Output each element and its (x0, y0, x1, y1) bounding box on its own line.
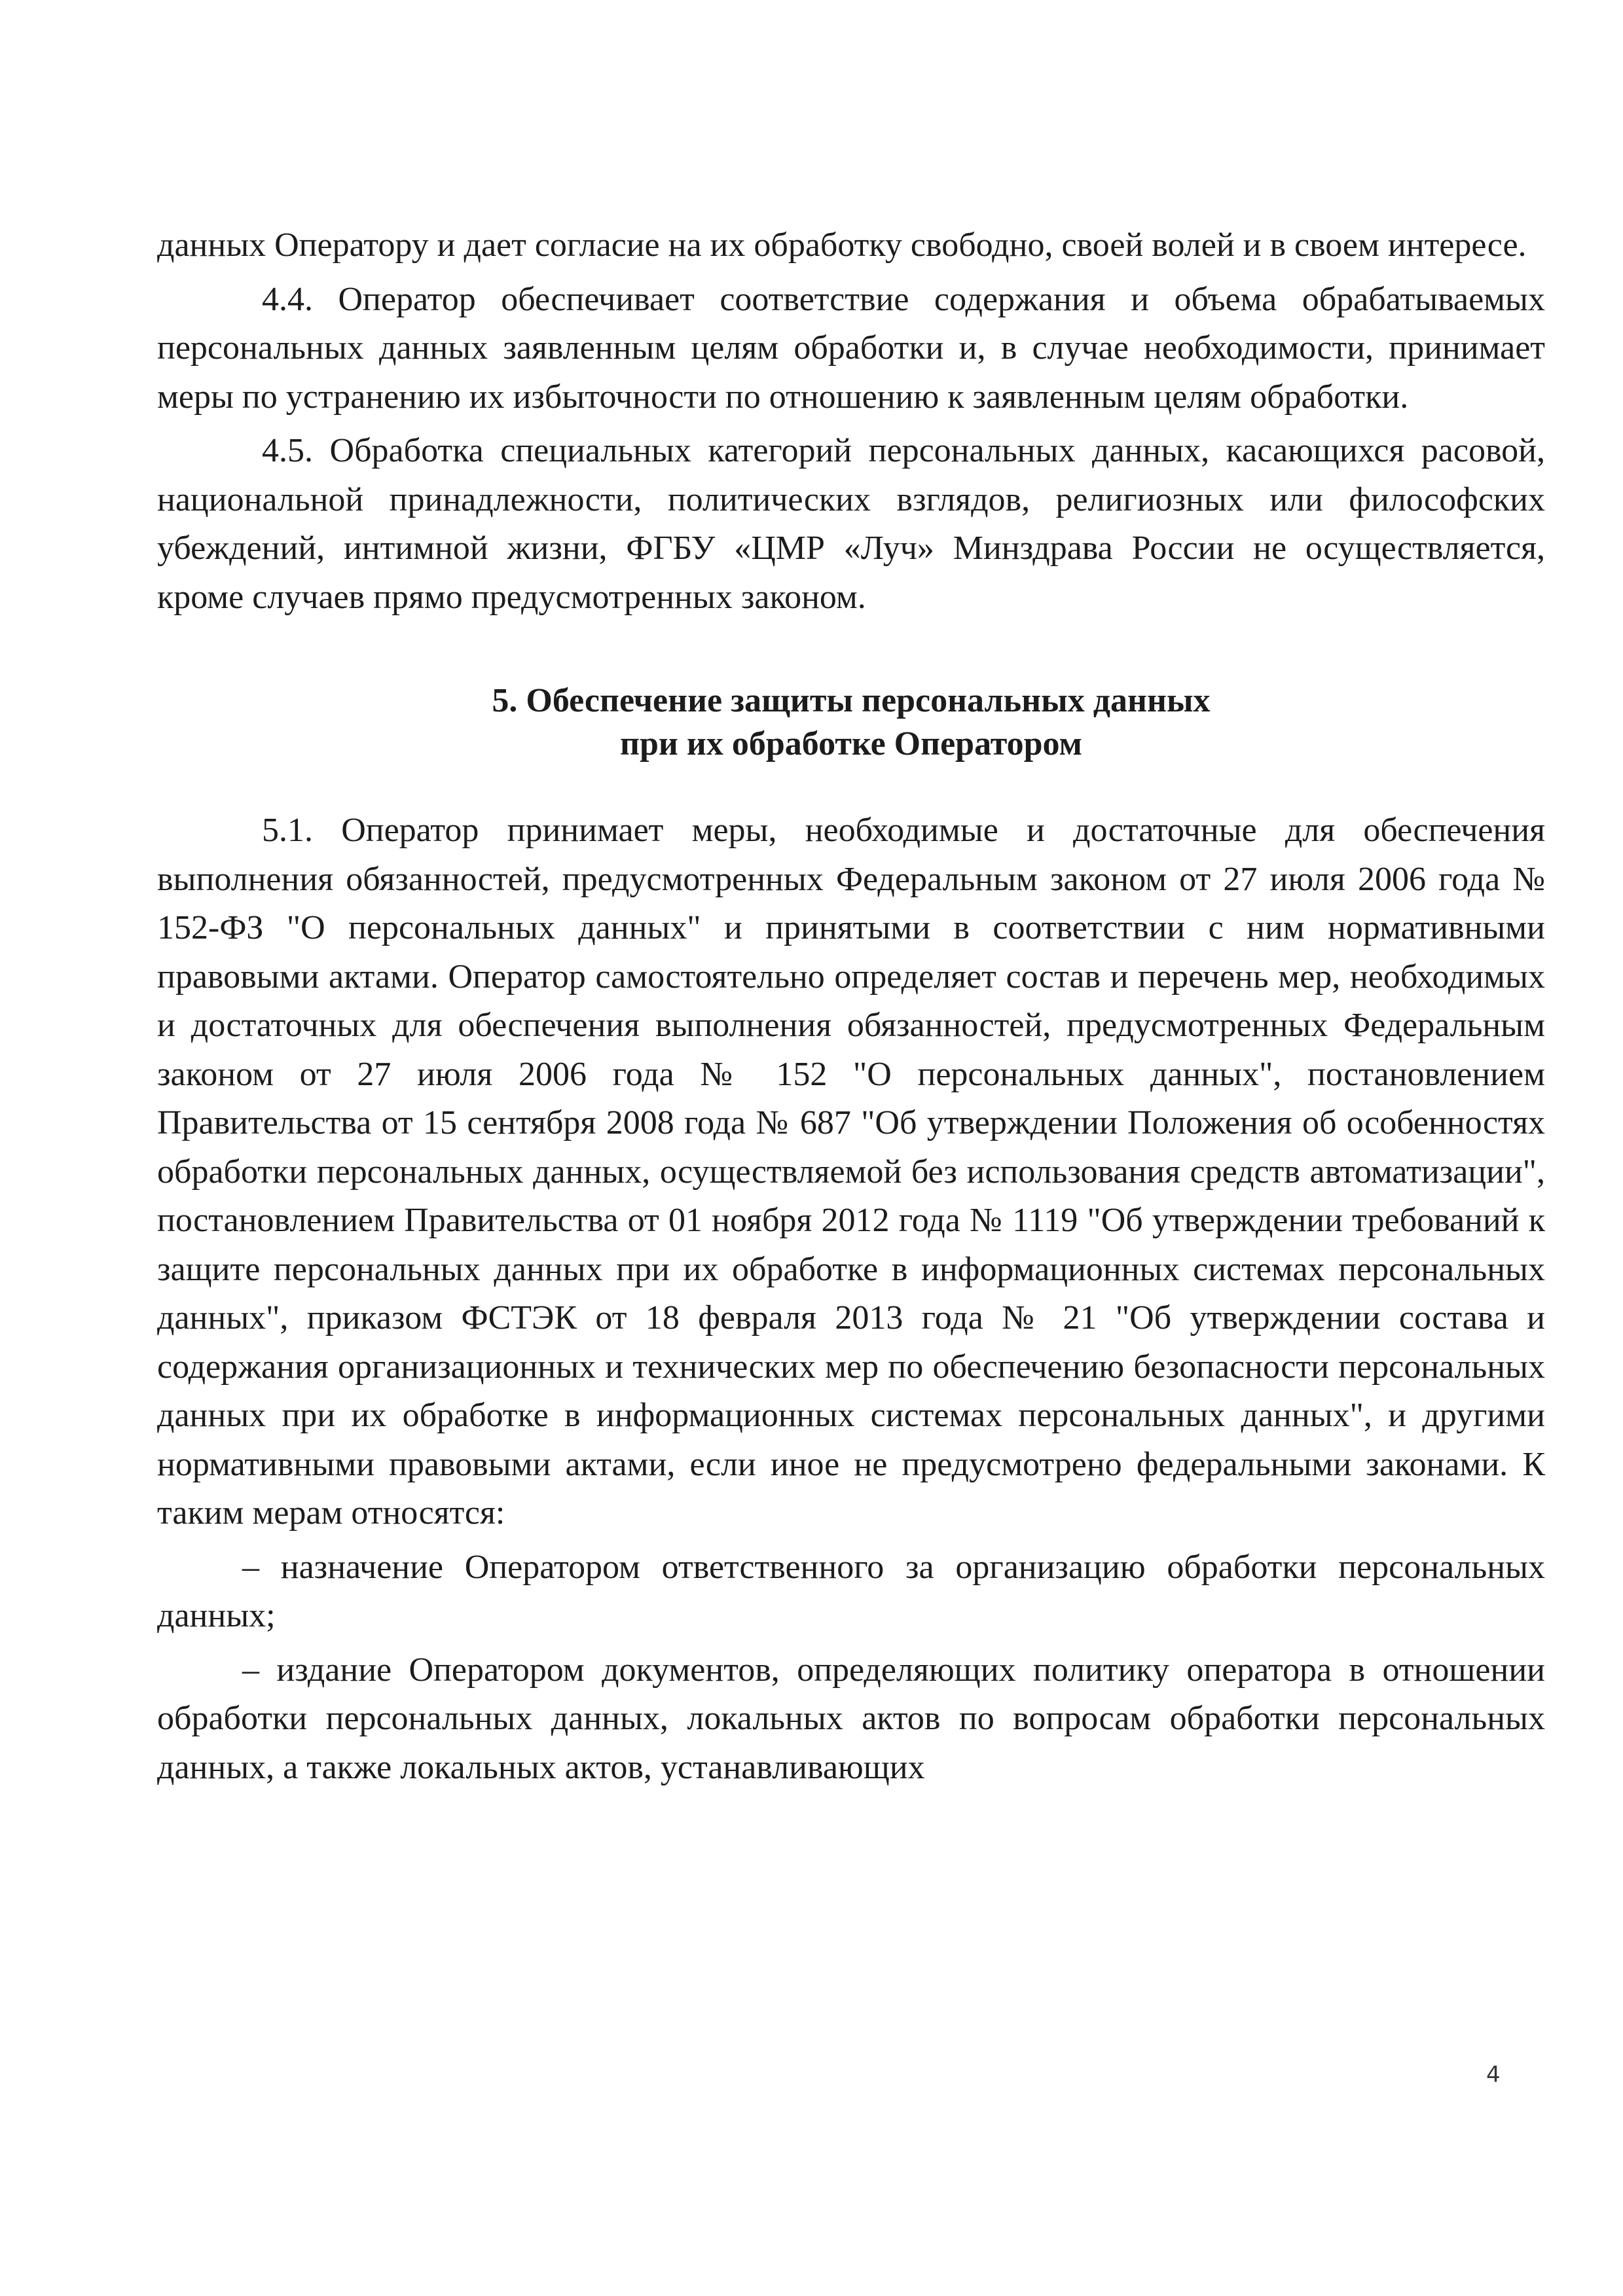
list-item-responsible: – назначение Оператором ответственного за организацию обработки персональных данных; (157, 1548, 1545, 1634)
section-heading-line-2: при их обработке Оператором (620, 725, 1082, 762)
paragraph-continuation: данных Оператору и дает согласие на их обработку свободно, своей волей и в своем интересе. (157, 226, 1527, 264)
section-heading-line-1: 5. Обеспечение защиты персональных данных (492, 682, 1211, 719)
document-page (157, 221, 1545, 1792)
list-item-documents: – издание Оператором документов, определяющих политику оператора в отношении обработки персональных данных, локальных актов по вопросам обработки персональных данных, а также локальных актов, устанавливающих (157, 1651, 1545, 1786)
page-number: 4 (1486, 2062, 1501, 2088)
section-heading (157, 679, 1545, 766)
paragraph-5-1: 5.1. Оператор принимает меры, необходимые и достаточные для обеспечения выполнения обязанностей, предусмотренных Федеральным законом от 27 июля 2006 года № 152-ФЗ "О персональных данных" и принятыми в соответствии с ним нормативными правовыми актами. Оператор самостоятельно определяет состав и перечень мер, необходимых и достаточных для обеспечения выполнения обязанностей, предусмотренных Федеральным законом от 27 июля 2006 года № 152 "О персональных данных", постановлением Правительства от 15 сентября 2008 года № 687 "Об утверждении Положения об особенностях обработки персональных данных, осуществляемой без использования средств автоматизации", постановлением Правительства от 01 ноября 2012 года № 1119 "Об утверждении требований к защите персональных данных при их обработке в информационных системах персональных данных", приказом ФСТЭК от 18 февраля 2013 года № 21 "Об утверждении состава и содержания организационных и технических мер по обеспечению безопасности персональных данных при их обработке в информационных системах персональных данных", и другими нормативными правовыми актами, если иное не предусмотрено федеральными законами. К таким мерам относятся: (157, 812, 1545, 1532)
paragraph-4-4: 4.4. Оператор обеспечивает соответствие содержания и объема обрабатываемых персональных данных заявленным целям обработки и, в случае необходимости, принимает меры по устранению их избыточности по отношению к заявленным целям обработки. (157, 280, 1545, 416)
paragraph-4-5: 4.5. Обработка специальных категорий персональных данных, касающихся расовой, национальной принадлежности, политических взглядов, религиозных или философских убеждений, интимной жизни, ФГБУ «ЦМР «Луч» Минздрава России не осуществляется, кроме случаев прямо предусмотренных законом. (157, 432, 1545, 616)
